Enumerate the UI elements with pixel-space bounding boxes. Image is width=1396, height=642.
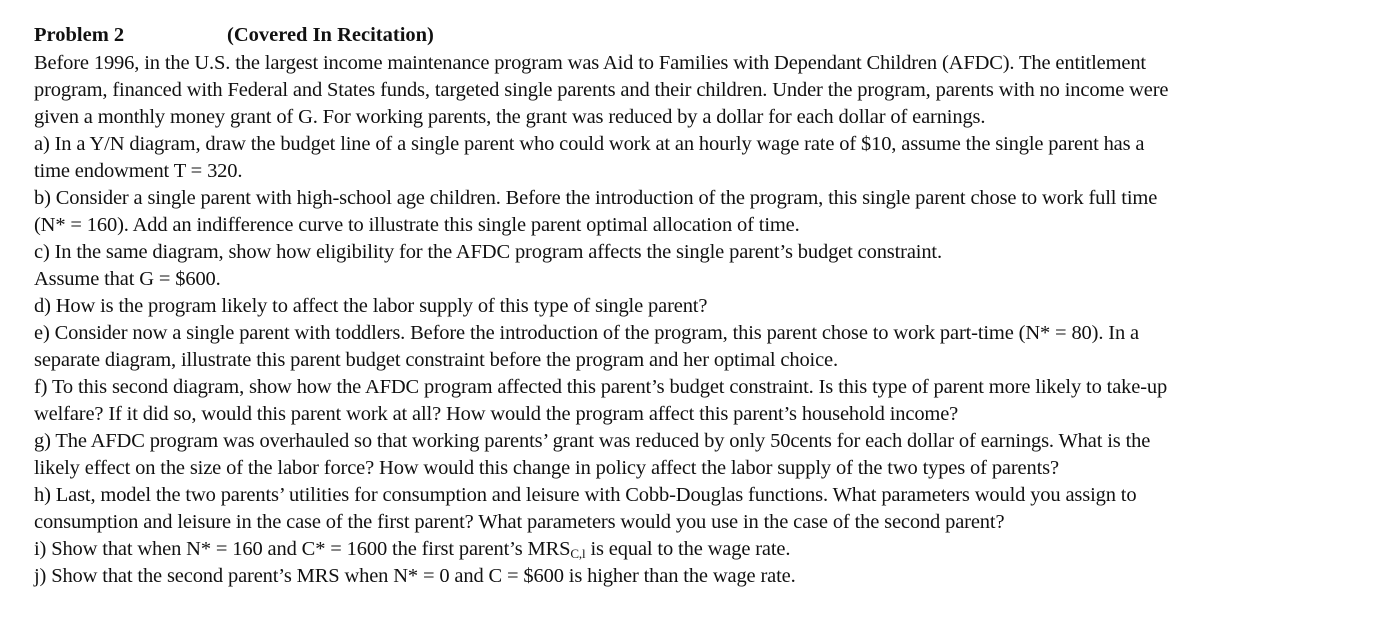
question-c	[34, 239, 1396, 293]
problem-heading	[34, 22, 1396, 50]
text-line: consumption and leisure in the case of the first parent? What parameters would you use in the case of the second parent?	[34, 511, 1005, 533]
question-d	[34, 293, 1396, 320]
text-line: program, financed with Federal and States funds, targeted single parents and their children. Under the program, parents with no income were	[34, 79, 1169, 101]
text-line: j) Show that the second parent’s MRS when N* = 0 and C = $600 is higher than the wage rate.	[34, 565, 796, 587]
text-line: Assume that G = $600.	[34, 268, 221, 290]
question-e	[34, 320, 1396, 374]
problem-subtitle: (Covered In Recitation)	[227, 24, 434, 46]
question-i	[34, 536, 1396, 563]
mrs-subscript: C,l	[570, 546, 586, 561]
text-line: likely effect on the size of the labor force? How would this change in policy affect the labor supply of the two types of parents?	[34, 457, 1059, 479]
question-g	[34, 428, 1396, 482]
question-f	[34, 374, 1396, 428]
question-a	[34, 131, 1396, 185]
text-line: given a monthly money grant of G. For working parents, the grant was reduced by a dollar for each dollar of earnings.	[34, 106, 986, 128]
question-i-text-end: is equal to the wage rate.	[585, 538, 791, 560]
text-line: b) Consider a single parent with high-school age children. Before the introduction of the program, this single parent chose to work full time	[34, 187, 1158, 209]
text-line: (N* = 160). Add an indifference curve to illustrate this single parent optimal allocation of time.	[34, 214, 800, 236]
question-i-text: i) Show that when N* = 160 and C* = 1600 the first parent’s MRS	[34, 538, 571, 560]
text-line: g) The AFDC program was overhauled so that working parents’ grant was reduced by only 50cents for each dollar of earnings. What is the	[34, 430, 1151, 452]
text-line: time endowment T = 320.	[34, 160, 243, 182]
text-line: h) Last, model the two parents’ utilities for consumption and leisure with Cobb-Douglas functions. What parameters would you assign to	[34, 484, 1137, 506]
text-line: c) In the same diagram, show how eligibility for the AFDC program affects the single parent’s budget constraint.	[34, 241, 942, 263]
problem-body	[34, 50, 1396, 590]
problem-title: Problem 2	[34, 24, 125, 46]
text-line: a) In a Y/N diagram, draw the budget line of a single parent who could work at an hourly wage rate of $10, assume the single parent has a	[34, 133, 1145, 155]
text-line: f) To this second diagram, show how the AFDC program affected this parent’s budget constraint. Is this type of parent more likely to take-up	[34, 376, 1168, 398]
text-line: Before 1996, in the U.S. the largest income maintenance program was Aid to Families with Dependant Children (AFDC). The entitlement	[34, 52, 1146, 74]
question-b	[34, 185, 1396, 239]
question-j	[34, 563, 1396, 590]
text-line	[34, 536, 1396, 563]
question-h	[34, 482, 1396, 536]
text-line: d) How is the program likely to affect the labor supply of this type of single parent?	[34, 295, 708, 317]
text-line: e) Consider now a single parent with toddlers. Before the introduction of the program, this parent chose to work part-time (N* = 80). In a	[34, 322, 1139, 344]
text-line: separate diagram, illustrate this parent budget constraint before the program and her optimal choice.	[34, 349, 838, 371]
intro-paragraph	[34, 50, 1396, 131]
text-line: welfare? If it did so, would this parent work at all? How would the program affect this parent’s household income?	[34, 403, 959, 425]
